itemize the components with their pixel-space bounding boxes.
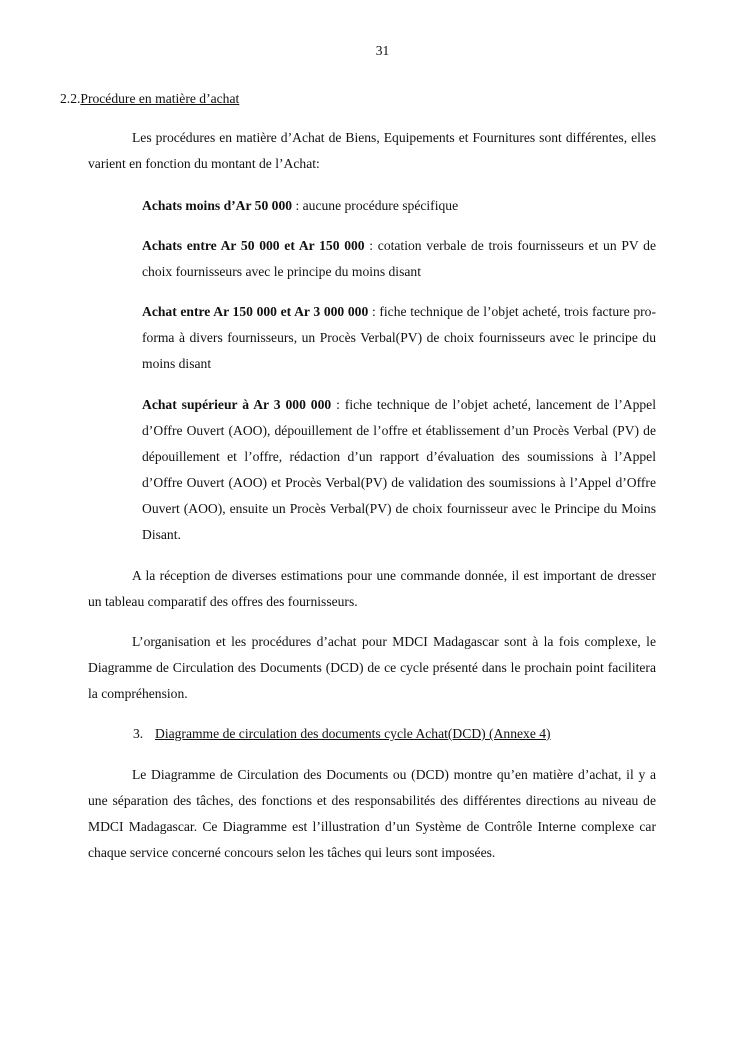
section-number: 2.2. bbox=[60, 91, 81, 106]
dcd-paragraph: Le Diagramme de Circulation des Documents ou (DCD) montre qu’en matière d’achat, il y a une séparation des tâches, des fonctions et des responsabilités des différentes directions au niveau de MDCI Madagascar. Ce Diagramme est l’illustration d’un Système de Contrôle Interne complexe car chaque service concerné concours selon les tâches qui leurs sont imposées. bbox=[88, 767, 656, 860]
procedure-text: : cotation verbale de trois fournisseurs et un PV de choix fournisseurs avec le principe du moins disant bbox=[142, 238, 656, 279]
procedure-text: : aucune procédure spécifique bbox=[292, 198, 459, 213]
procedure-text: : fiche technique de l’objet acheté, lancement de l’Appel d’Offre Ouvert (AOO), dépouillement de l’offre et établissement d’un Procès Verbal (PV) de dépouillement et l’offre, rédaction d’un rapport d’évaluation des soumissions à l’Appel d’Offre Ouvert (AOO) et Procès Verbal(PV) de validation des soumissions à l’Appel d’Offre Ouvert (AOO), ensuite un Procès Verbal(PV) de choix fournisseur avec le Principe du Moins Disant. bbox=[142, 397, 656, 542]
procedure-label: Achat supérieur à Ar 3 000 000 bbox=[142, 397, 332, 412]
procedure-item bbox=[142, 233, 656, 285]
subsection-heading bbox=[133, 726, 551, 742]
subsection-number: 3. bbox=[133, 726, 144, 741]
intro-paragraph: Les procédures en matière d’Achat de Biens, Equipements et Fournitures sont différentes, elles varient en fonction du montant de l’Achat: bbox=[88, 130, 656, 171]
section-title: Procédure en matière d’achat bbox=[80, 91, 240, 106]
subsection-title: Diagramme de circulation des documents cycle Achat(DCD) (Annexe 4) bbox=[155, 726, 551, 741]
reception-paragraph: A la réception de diverses estimations pour une commande donnée, il est important de dresser un tableau comparatif des offres des fournisseurs. bbox=[88, 568, 656, 609]
procedure-item bbox=[142, 392, 656, 548]
organisation-paragraph: L’organisation et les procédures d’achat pour MDCI Madagascar sont à la fois complexe, le Diagramme de Circulation des Documents (DCD) de ce cycle présenté dans le prochain point facilitera la compréhension. bbox=[88, 634, 656, 701]
section-heading bbox=[60, 91, 239, 107]
procedure-item bbox=[142, 193, 656, 219]
procedure-text: : fiche technique de l’objet acheté, trois facture pro-forma à divers fournisseurs, un Procès Verbal(PV) de choix fournisseurs avec le principe du moins disant bbox=[142, 304, 656, 371]
procedure-label: Achat entre Ar 150 000 et Ar 3 000 000 bbox=[142, 304, 369, 319]
procedure-label: Achats entre Ar 50 000 et Ar 150 000 bbox=[142, 238, 365, 253]
procedure-item bbox=[142, 299, 656, 377]
procedure-label: Achats moins d’Ar 50 000 bbox=[142, 198, 293, 213]
page-number: 31 bbox=[375, 43, 390, 58]
